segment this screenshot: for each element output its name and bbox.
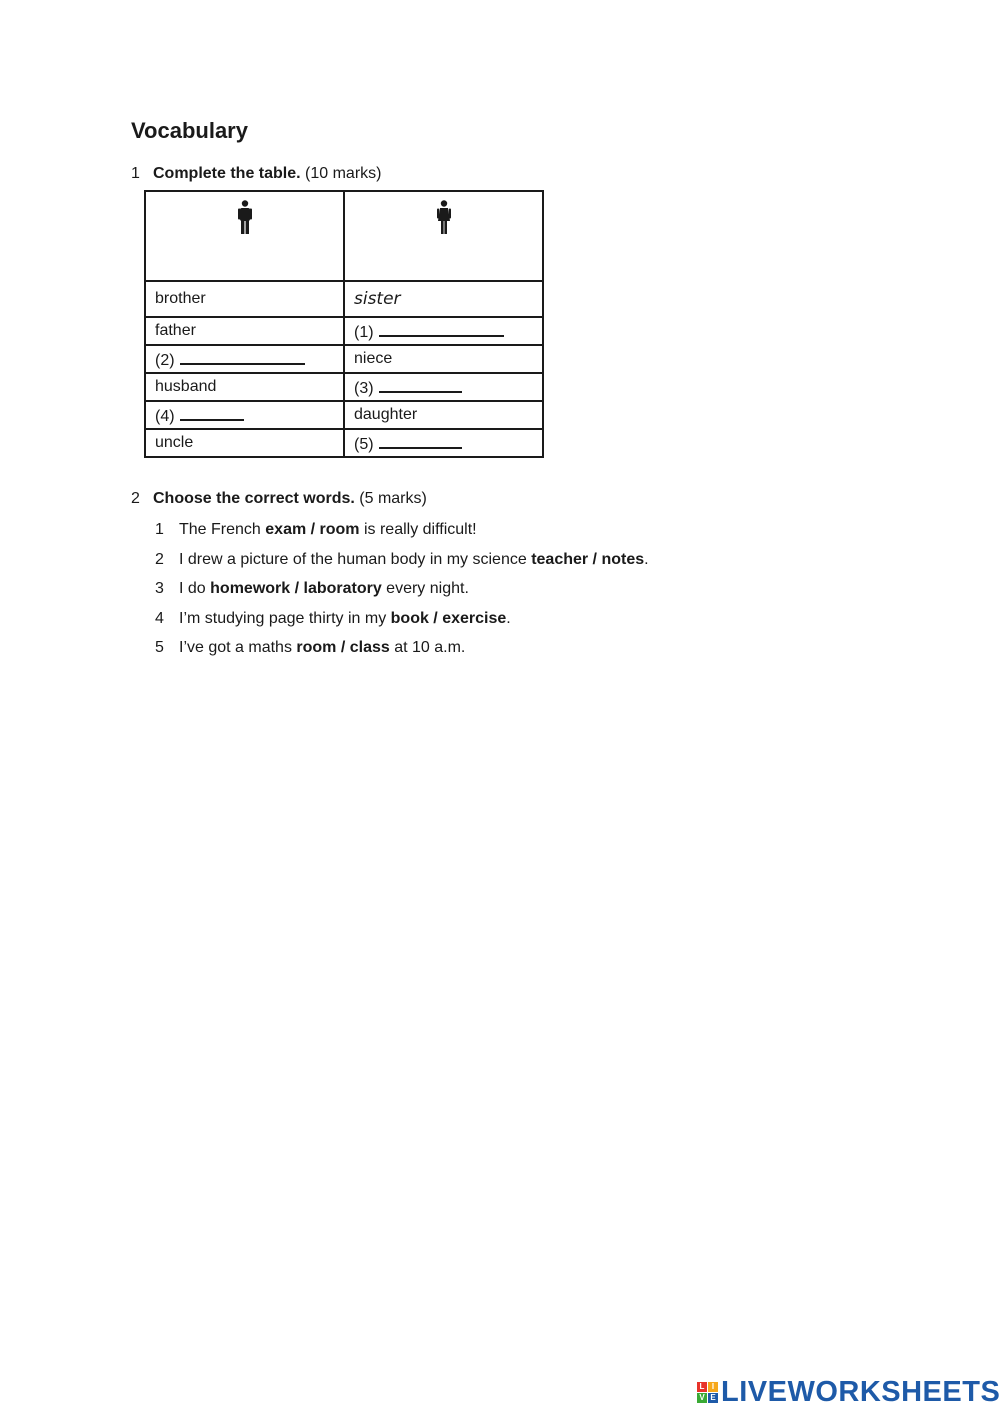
exercise2-instruction: Choose the correct words. — [153, 490, 355, 507]
exercise2-number: 2 — [131, 490, 140, 507]
logo-block: I — [708, 1382, 718, 1392]
gap-label: (4) — [155, 407, 175, 425]
sentence-text: The French — [179, 521, 266, 538]
table-row — [145, 401, 543, 429]
exercise2-marks: (5 marks) — [359, 490, 427, 507]
logo-block: E — [708, 1393, 718, 1403]
female-person-icon — [437, 200, 451, 234]
table-row — [145, 281, 543, 317]
gap-label: (2) — [155, 351, 175, 369]
sentence-text: I do — [179, 580, 211, 598]
exercise1-instruction: Complete the table. — [153, 165, 301, 182]
word-choice[interactable]: teacher / notes — [531, 550, 645, 568]
item-number: 1 — [155, 521, 164, 538]
word-choice[interactable]: book / exercise — [390, 609, 507, 627]
word-choice[interactable]: homework / laboratory — [210, 580, 382, 598]
example-answer: sister — [354, 289, 401, 309]
exercise1-heading — [131, 165, 381, 183]
table-cell: father — [145, 317, 344, 345]
gap-label: (3) — [354, 379, 374, 397]
list-item — [155, 580, 649, 610]
table-row — [145, 373, 543, 401]
table-row — [145, 317, 543, 345]
sentence-text: I drew a picture of the human body in my science — [179, 550, 532, 568]
list-item — [155, 639, 649, 669]
answer-blank-1[interactable] — [379, 321, 504, 337]
table-cell-answer-example — [344, 281, 543, 317]
table-row — [145, 429, 543, 457]
list-item — [155, 521, 649, 551]
table-cell: uncle — [145, 429, 344, 457]
list-item — [155, 551, 649, 581]
logo-text: LIVEWORKSHEETS — [721, 1376, 1000, 1408]
table-cell: husband — [145, 373, 344, 401]
sentence-text: at 10 a.m. — [389, 639, 466, 657]
exercise2-heading — [131, 490, 427, 508]
exercise1-marks: (10 marks) — [305, 165, 382, 182]
page-title: Vocabulary — [131, 118, 248, 143]
sentence-text: I’ve got a maths — [179, 639, 297, 657]
female-column-header — [344, 191, 543, 281]
answer-blank-5[interactable] — [379, 433, 462, 449]
table-row — [145, 345, 543, 373]
gap-label: (5) — [354, 435, 374, 453]
item-number: 4 — [155, 609, 164, 627]
table-cell — [344, 317, 543, 345]
sentence-text: is really difficult! — [359, 521, 477, 538]
exercise1-number: 1 — [131, 165, 140, 182]
male-column-header — [145, 191, 344, 281]
table-cell: brother — [145, 281, 344, 317]
answer-blank-2[interactable] — [180, 349, 305, 365]
gap-label: (1) — [354, 323, 374, 341]
item-number: 5 — [155, 639, 164, 657]
logo-block: V — [697, 1393, 707, 1403]
male-person-icon — [238, 200, 252, 234]
sentence-text: . — [644, 550, 649, 568]
table-cell — [344, 429, 543, 457]
word-choice[interactable]: exam / room — [265, 521, 360, 538]
table-cell: daughter — [344, 401, 543, 429]
list-item — [155, 610, 649, 640]
liveworksheets-logo — [697, 1376, 1000, 1409]
logo-block: L — [697, 1382, 707, 1392]
table-cell — [145, 401, 344, 429]
answer-blank-3[interactable] — [379, 377, 462, 393]
table-cell — [344, 373, 543, 401]
word-choice[interactable]: room / class — [296, 639, 390, 657]
sentence-list — [155, 521, 649, 669]
item-number: 2 — [155, 550, 164, 568]
table-header-row — [145, 191, 543, 281]
item-number: 3 — [155, 580, 164, 598]
sentence-text: every night. — [381, 580, 469, 598]
table-cell: niece — [344, 345, 543, 373]
logo-icon — [697, 1382, 718, 1403]
answer-blank-4[interactable] — [180, 405, 244, 421]
vocabulary-table — [144, 190, 544, 458]
sentence-text: . — [506, 609, 511, 627]
table-cell — [145, 345, 344, 373]
sentence-text: I’m studying page thirty in my — [179, 609, 391, 627]
